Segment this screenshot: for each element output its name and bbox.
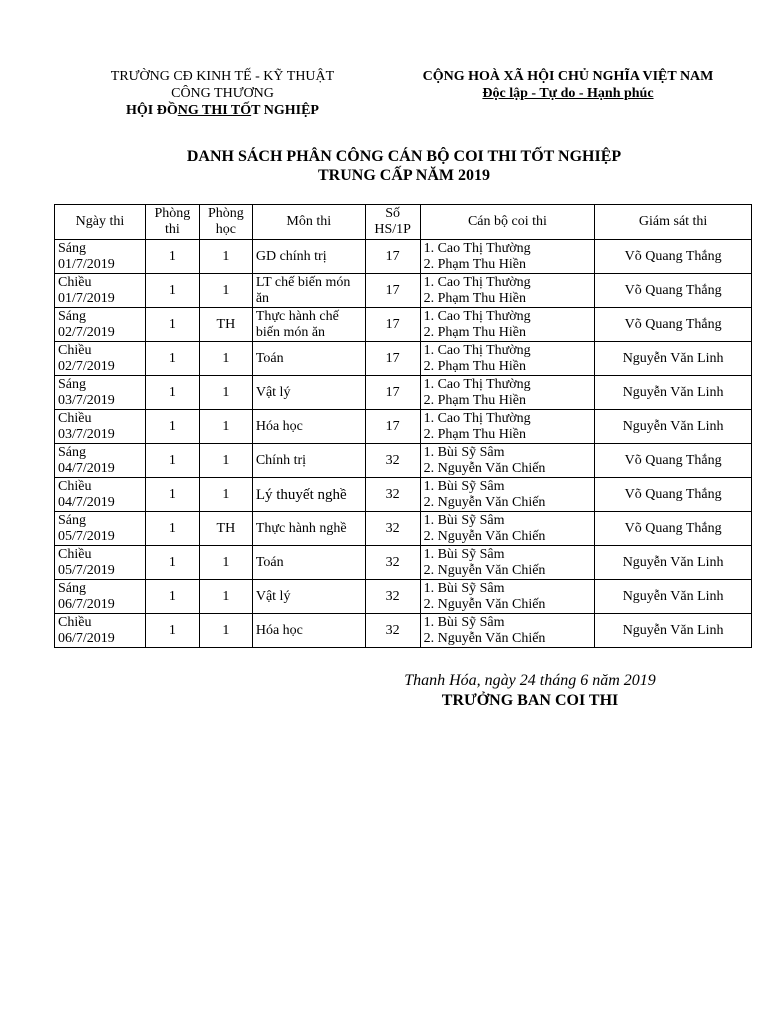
cell-count: 32	[365, 444, 420, 478]
cell-proctor-1: 1. Bùi Sỹ Sâm	[423, 444, 505, 460]
table-row	[55, 376, 752, 410]
cell-count: 32	[365, 580, 420, 614]
cell-exam-room: 1	[145, 240, 199, 274]
cell-proctors	[420, 376, 595, 410]
cell-exam-room: 1	[145, 274, 199, 308]
cell-proctor-1: 1. Bùi Sỹ Sâm	[423, 512, 505, 528]
cell-date-value: 04/7/2019	[58, 460, 115, 476]
cell-count: 32	[365, 512, 420, 546]
cell-exam-room: 1	[145, 342, 199, 376]
cell-proctors	[420, 410, 595, 444]
col-header-count-line2: HS/1P	[374, 222, 411, 237]
cell-proctor-2: 2. Nguyễn Văn Chiến	[423, 460, 546, 476]
cell-session: Sáng	[58, 376, 86, 392]
cell-exam-room: 1	[145, 308, 199, 342]
school-name-line1: TRƯỜNG CĐ KINH TẾ - KỸ THUẬT	[110, 69, 335, 84]
cell-supervisor: Nguyễn Văn Linh	[595, 376, 752, 410]
col-header-class-room-line2: học	[215, 222, 236, 237]
council-name	[90, 102, 355, 119]
cell-class-room: 1	[199, 274, 252, 308]
cell-session: Chiều	[58, 342, 92, 358]
cell-subject: Thực hành nghề	[252, 512, 365, 546]
cell-exam-room: 1	[145, 580, 199, 614]
table-row	[55, 512, 752, 546]
cell-date-value: 06/7/2019	[58, 630, 115, 646]
cell-class-room: TH	[199, 512, 252, 546]
cell-class-room: 1	[199, 240, 252, 274]
cell-proctors	[420, 308, 595, 342]
cell-date	[55, 274, 146, 308]
cell-proctors	[420, 342, 595, 376]
document-title-line1: DANH SÁCH PHÂN CÔNG CÁN BỘ COI THI TỐT NGHIỆP	[186, 148, 622, 165]
cell-class-room: 1	[199, 376, 252, 410]
cell-date	[55, 580, 146, 614]
document-title-line2: TRUNG CẤP NĂM 2019	[318, 167, 490, 184]
cell-class-room: 1	[199, 444, 252, 478]
col-header-subject: Môn thi	[252, 205, 365, 240]
cell-supervisor: Nguyễn Văn Linh	[595, 614, 752, 648]
cell-date	[55, 342, 146, 376]
cell-date-value: 01/7/2019	[58, 256, 115, 272]
cell-proctors	[420, 444, 595, 478]
col-header-class-room	[199, 205, 252, 240]
cell-class-room: 1	[199, 342, 252, 376]
cell-proctor-1: 1. Cao Thị Thường	[423, 342, 531, 358]
cell-proctor-1: 1. Cao Thị Thường	[423, 376, 531, 392]
table-row	[55, 240, 752, 274]
cell-date-value: 05/7/2019	[58, 528, 115, 544]
table-row	[55, 410, 752, 444]
table-row	[55, 546, 752, 580]
cell-supervisor: Võ Quang Thắng	[595, 478, 752, 512]
cell-proctor-2: 2. Phạm Thu Hiền	[423, 324, 526, 340]
cell-date	[55, 240, 146, 274]
cell-date	[55, 376, 146, 410]
cell-date-value: 03/7/2019	[58, 392, 115, 408]
cell-subject: Chính trị	[252, 444, 365, 478]
cell-proctor-2: 2. Nguyễn Văn Chiến	[423, 528, 546, 544]
cell-proctor-1: 1. Bùi Sỹ Sâm	[423, 478, 505, 494]
cell-supervisor: Võ Quang Thắng	[595, 240, 752, 274]
cell-proctor-2: 2. Nguyễn Văn Chiến	[423, 630, 546, 646]
cell-date-value: 06/7/2019	[58, 596, 115, 612]
cell-proctors	[420, 240, 595, 274]
cell-proctor-1: 1. Bùi Sỹ Sâm	[423, 546, 505, 562]
cell-subject: Toán	[252, 342, 365, 376]
cell-proctor-1: 1. Cao Thị Thường	[423, 274, 531, 290]
cell-subject: Hóa học	[252, 410, 365, 444]
cell-proctors	[420, 546, 595, 580]
school-name-line2: CÔNG THƯƠNG	[171, 86, 274, 101]
cell-date	[55, 444, 146, 478]
cell-proctors	[420, 274, 595, 308]
cell-exam-room: 1	[145, 512, 199, 546]
cell-proctor-2: 2. Phạm Thu Hiền	[423, 290, 526, 306]
cell-date	[55, 308, 146, 342]
cell-count: 17	[365, 410, 420, 444]
cell-subject: Hóa học	[252, 614, 365, 648]
cell-session: Sáng	[58, 512, 86, 528]
school-header	[90, 68, 355, 119]
cell-supervisor: Võ Quang Thắng	[595, 444, 752, 478]
cell-class-room: TH	[199, 308, 252, 342]
cell-supervisor: Nguyễn Văn Linh	[595, 580, 752, 614]
cell-exam-room: 1	[145, 478, 199, 512]
cell-exam-room: 1	[145, 376, 199, 410]
col-header-class-room-line1: Phòng	[207, 206, 244, 221]
cell-date-value: 02/7/2019	[58, 324, 115, 340]
cell-exam-room: 1	[145, 614, 199, 648]
cell-session: Sáng	[58, 308, 86, 324]
cell-proctor-2: 2. Nguyễn Văn Chiến	[423, 494, 546, 510]
cell-class-room: 1	[199, 614, 252, 648]
cell-proctor-2: 2. Phạm Thu Hiền	[423, 426, 526, 442]
cell-session: Sáng	[58, 580, 86, 596]
cell-subject: LT chế biến món ăn	[252, 274, 365, 308]
table-row	[55, 614, 752, 648]
col-header-proctors: Cán bộ coi thi	[420, 205, 595, 240]
table-row	[55, 274, 752, 308]
cell-proctor-1: 1. Cao Thị Thường	[423, 308, 531, 324]
col-header-date: Ngày thi	[55, 205, 146, 240]
cell-count: 17	[365, 308, 420, 342]
table-row	[55, 342, 752, 376]
place-date: Thanh Hóa, ngày 24 tháng 6 năm 2019	[404, 672, 656, 689]
council-name-part1: HỘI ĐỒ	[126, 103, 178, 118]
table-row	[55, 580, 752, 614]
cell-supervisor: Nguyễn Văn Linh	[595, 410, 752, 444]
table-header-row	[55, 205, 752, 240]
col-header-supervisor: Giám sát thi	[595, 205, 752, 240]
cell-exam-room: 1	[145, 444, 199, 478]
cell-supervisor: Võ Quang Thắng	[595, 308, 752, 342]
col-header-count-line1: Số	[385, 206, 401, 221]
cell-count: 32	[365, 478, 420, 512]
cell-subject: Vật lý	[252, 580, 365, 614]
cell-count: 17	[365, 240, 420, 274]
cell-supervisor: Võ Quang Thắng	[595, 274, 752, 308]
col-header-exam-room	[145, 205, 199, 240]
table-row	[55, 478, 752, 512]
cell-proctor-2: 2. Nguyễn Văn Chiến	[423, 596, 546, 612]
table-row	[55, 308, 752, 342]
cell-count: 17	[365, 376, 420, 410]
cell-proctor-1: 1. Cao Thị Thường	[423, 240, 531, 256]
cell-subject: Vật lý	[252, 376, 365, 410]
cell-supervisor: Nguyễn Văn Linh	[595, 546, 752, 580]
cell-proctors	[420, 614, 595, 648]
council-name-part2: NG THI TỐ	[177, 103, 252, 118]
cell-date	[55, 410, 146, 444]
table-row	[55, 444, 752, 478]
cell-date	[55, 478, 146, 512]
cell-subject: Toán	[252, 546, 365, 580]
cell-class-room: 1	[199, 410, 252, 444]
national-name: CỘNG HOÀ XÃ HỘI CHỦ NGHĨA VIỆT NAM	[422, 69, 714, 84]
cell-date-value: 02/7/2019	[58, 358, 115, 374]
col-header-count	[365, 205, 420, 240]
cell-proctor-2: 2. Phạm Thu Hiền	[423, 358, 526, 374]
cell-exam-room: 1	[145, 546, 199, 580]
cell-date-value: 01/7/2019	[58, 290, 115, 306]
national-motto	[398, 85, 738, 102]
national-motto-text: Độc lập - Tự do - Hạnh phúc	[482, 86, 654, 101]
cell-exam-room: 1	[145, 410, 199, 444]
cell-date-value: 04/7/2019	[58, 494, 115, 510]
cell-count: 17	[365, 274, 420, 308]
assignment-table	[54, 204, 752, 648]
cell-session: Chiều	[58, 614, 92, 630]
cell-proctor-2: 2. Phạm Thu Hiền	[423, 256, 526, 272]
cell-class-room: 1	[199, 478, 252, 512]
cell-proctors	[420, 478, 595, 512]
cell-proctor-1: 1. Cao Thị Thường	[423, 410, 531, 426]
national-header	[398, 68, 738, 102]
cell-count: 32	[365, 614, 420, 648]
cell-date-value: 03/7/2019	[58, 426, 115, 442]
cell-date	[55, 512, 146, 546]
cell-subject: Thực hành chế biến món ăn	[252, 308, 365, 342]
cell-date-value: 05/7/2019	[58, 562, 115, 578]
cell-class-room: 1	[199, 580, 252, 614]
cell-session: Chiều	[58, 274, 92, 290]
cell-count: 32	[365, 546, 420, 580]
cell-date	[55, 614, 146, 648]
col-header-exam-room-line2: thi	[165, 222, 180, 237]
signer-title: TRƯỞNG BAN COI THI	[441, 692, 619, 709]
cell-subject: Lý thuyết nghề	[252, 478, 365, 512]
cell-class-room: 1	[199, 546, 252, 580]
cell-session: Chiều	[58, 478, 92, 494]
cell-proctor-1: 1. Bùi Sỹ Sâm	[423, 614, 505, 630]
cell-session: Chiều	[58, 546, 92, 562]
cell-proctors	[420, 512, 595, 546]
cell-session: Sáng	[58, 444, 86, 460]
cell-proctors	[420, 580, 595, 614]
cell-count: 17	[365, 342, 420, 376]
cell-session: Chiều	[58, 410, 92, 426]
cell-session: Sáng	[58, 240, 86, 256]
cell-subject: GD chính trị	[252, 240, 365, 274]
col-header-exam-room-line1: Phòng	[154, 206, 191, 221]
cell-supervisor: Nguyễn Văn Linh	[595, 342, 752, 376]
cell-proctor-2: 2. Nguyễn Văn Chiến	[423, 562, 546, 578]
cell-date	[55, 546, 146, 580]
council-name-part3: T NGHIỆP	[251, 103, 319, 118]
cell-proctor-1: 1. Bùi Sỹ Sâm	[423, 580, 505, 596]
cell-proctor-2: 2. Phạm Thu Hiền	[423, 392, 526, 408]
cell-supervisor: Võ Quang Thắng	[595, 512, 752, 546]
